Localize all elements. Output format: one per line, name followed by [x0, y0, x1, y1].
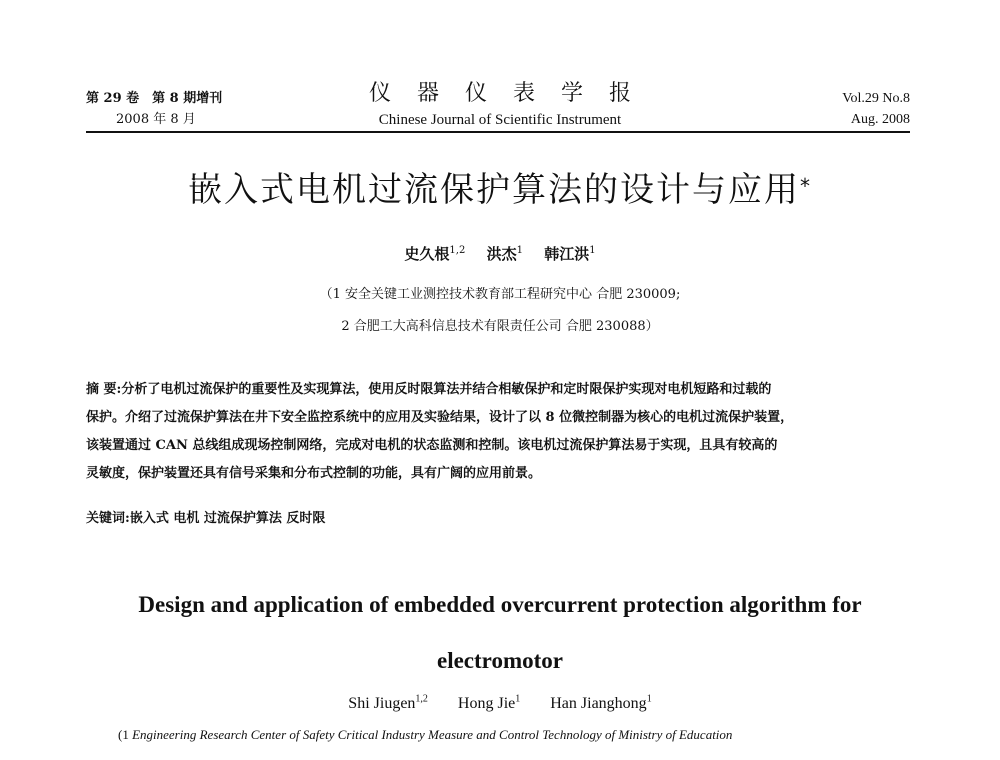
affiliation-line-2: 2 合肥工大高科信息技术有限责任公司 合肥 230088）	[341, 319, 659, 334]
authors-en	[0, 689, 1000, 715]
affiliation-en-text: Engineering Research Center of Safety Critical Industry Measure and Control Technology of Ministry of Education	[132, 727, 733, 742]
journal-name-cn: 仪器仪表学报	[368, 81, 657, 106]
title-footnote-mark: *	[800, 174, 812, 198]
author-cn	[487, 245, 523, 263]
header-date-cn: 2008 年 8 月	[116, 112, 196, 127]
header-date-en: Aug. 2008	[850, 112, 910, 127]
abstract-line: 灵敏度，保护装置还具有信号采集和分布式控制的功能，具有广阔的应用前景。	[86, 466, 542, 481]
header-volume-issue: 第 29 卷 第 8 期增刊	[86, 91, 223, 106]
affiliation-line-1: （1 安全关键工业测控技术教育部工程研究中心 合肥 230009;	[319, 287, 681, 302]
author-affil-mark: 1	[515, 694, 521, 705]
journal-name-en: Chinese Journal of Scientific Instrument	[378, 112, 622, 128]
abstract-line: 该装置通过 CAN 总线组成现场控制网络，完成对电机的状态监测和控制。该电机过流保护算法易于实现，且具有较高的	[86, 438, 778, 453]
author-cn	[404, 245, 465, 263]
author-cn	[544, 245, 595, 263]
header-volume-en	[842, 88, 910, 130]
keywords-label: 关键词:	[86, 511, 130, 526]
header-rule	[86, 131, 910, 133]
header-vol-no: Vol.29 No.8	[842, 91, 910, 106]
paper-title-text: 嵌入式电机过流保护算法的设计与应用	[188, 170, 800, 210]
author-name: Han Jianghong	[550, 695, 647, 713]
paper-title-en-line-2: electromotor	[437, 648, 563, 673]
author-name: Shi Jiugen	[348, 695, 416, 713]
abstract-text: 分析了电机过流保护的重要性及实现算法，使用反时限算法并结合相敏保护和定时限保护实现对电机短路和过载的	[121, 382, 772, 397]
author-en	[348, 695, 428, 712]
author-affil-mark: 1	[646, 694, 652, 705]
keywords-text: 嵌入式 电机 过流保护算法 反时限	[129, 511, 326, 526]
author-affil-mark: 1,2	[449, 245, 466, 256]
author-affil-mark: 1,2	[415, 694, 428, 705]
abstract-cn	[86, 376, 912, 488]
abstract-label: 摘 要:	[86, 382, 122, 397]
author-en	[458, 695, 520, 712]
author-name: 史久根	[404, 245, 450, 263]
paper-title-en-line-1: Design and application of embedded overcurrent protection algorithm for	[138, 592, 862, 617]
author-name: 韩江洪	[544, 245, 590, 263]
affiliation-en	[118, 725, 732, 745]
author-name: 洪杰	[486, 245, 517, 263]
author-affil-mark: 1	[516, 245, 523, 256]
abstract-line	[86, 376, 912, 404]
author-affil-mark: 1	[589, 245, 596, 256]
author-name: Hong Jie	[457, 695, 516, 713]
affiliation-en-open: (1	[118, 727, 133, 742]
author-en	[550, 695, 651, 712]
abstract-line: 保护。介绍了过流保护算法在井下安全监控系统中的应用及实验结果，设计了以 8 位微控制器为核心的电机过流保护装置，	[86, 410, 794, 425]
paper-title-cn	[0, 168, 1000, 212]
keywords-cn	[86, 509, 325, 529]
authors-cn	[0, 240, 1000, 265]
